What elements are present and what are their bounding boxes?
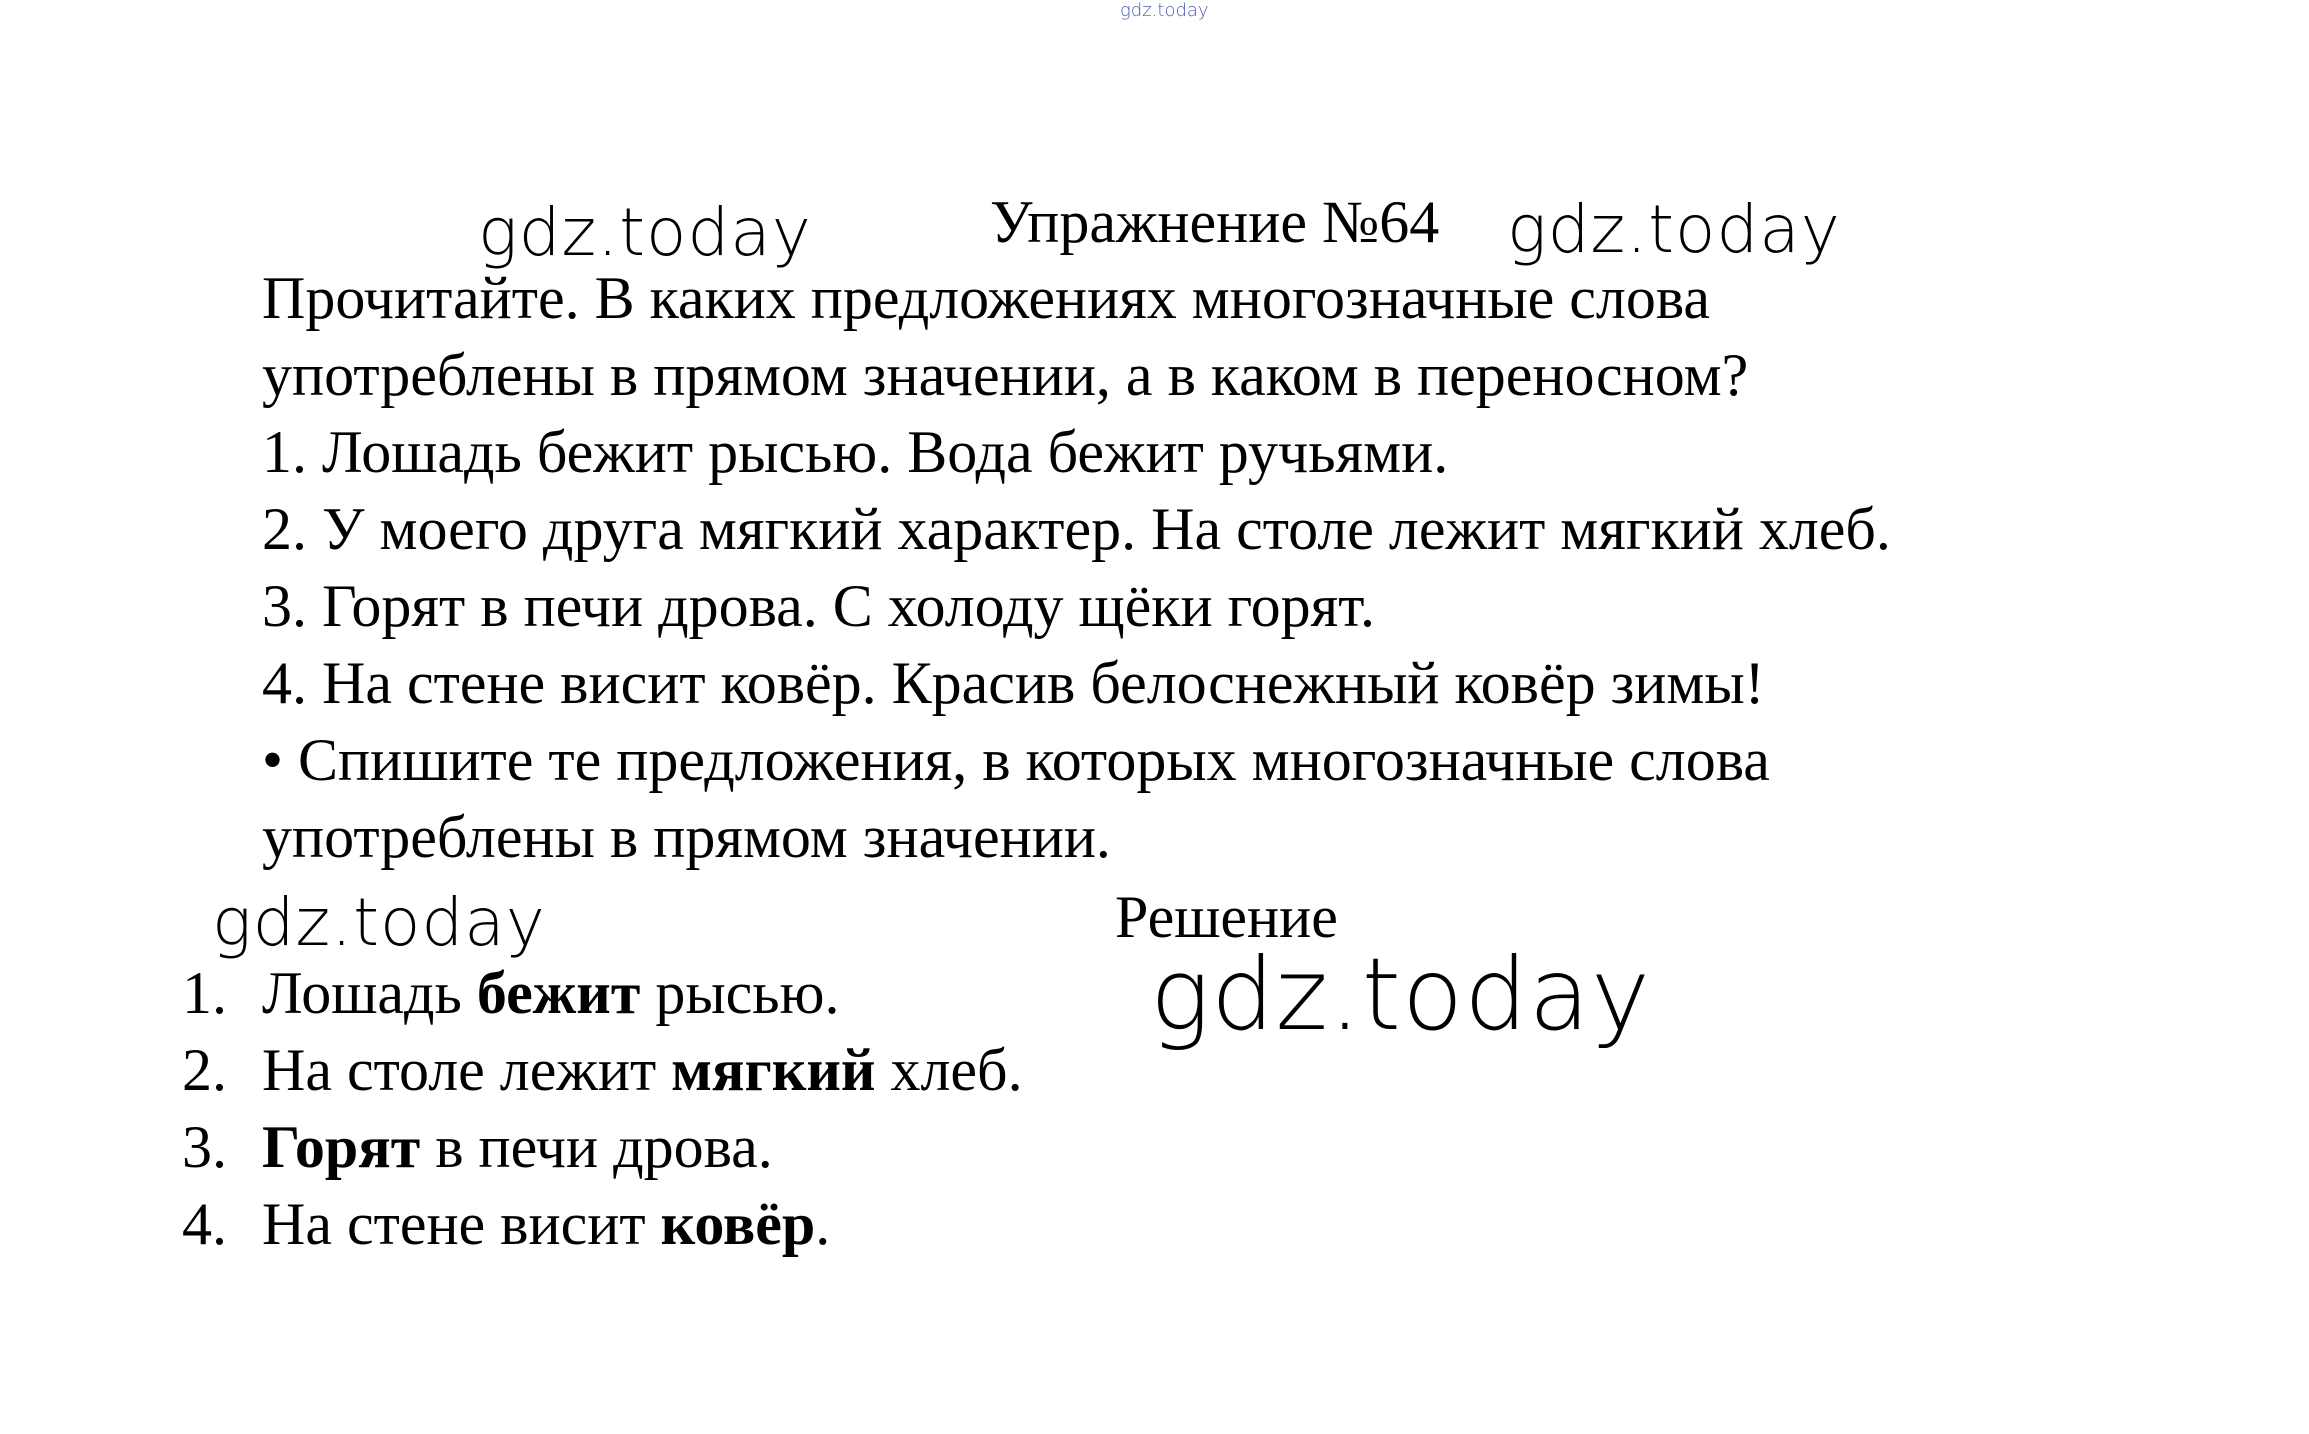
answer-text: На столе лежит — [262, 1037, 672, 1103]
task-text — [262, 260, 2222, 876]
task-line: 3. Горят в печи дрова. С холоду щёки горят. — [262, 573, 1375, 639]
answer-text: хлеб. — [875, 1037, 1023, 1103]
answer-item — [182, 955, 1023, 1032]
answer-item — [182, 1109, 1023, 1186]
answer-item — [182, 1186, 1023, 1263]
task-line: употреблены в прямом значении. — [262, 804, 1111, 870]
task-line: • Спишите те предложения, в которых многозначные слова — [262, 727, 1770, 793]
answer-keyword: бежит — [476, 960, 641, 1026]
solution-title: Решение — [1115, 884, 1338, 950]
answer-item — [182, 1032, 1023, 1109]
task-line: 2. У моего друга мягкий характер. На столе лежит мягкий хлеб. — [262, 496, 1891, 562]
watermark: gdz.today — [1507, 191, 1841, 268]
answer-list — [182, 955, 1023, 1263]
answer-number: 4. — [182, 1191, 227, 1257]
answer-text: рысью. — [640, 960, 840, 1026]
answer-text: в печи дрова. — [420, 1114, 773, 1180]
answer-text: . — [815, 1191, 831, 1257]
answer-number: 3. — [182, 1114, 227, 1180]
answer-keyword: мягкий — [671, 1037, 876, 1103]
watermark-large: gdz.today — [1150, 936, 1652, 1053]
task-line: 1. Лошадь бежит рысью. Вода бежит ручьями. — [262, 419, 1449, 485]
task-line: 4. На стене висит ковёр. Красив белоснежный ковёр зимы! — [262, 650, 1765, 716]
answer-text: На стене висит — [262, 1191, 661, 1257]
watermark: gdz.today — [478, 194, 812, 271]
answer-number: 2. — [182, 1037, 227, 1103]
exercise-title: Упражнение №64 — [990, 189, 1440, 255]
task-line: Прочитайте. В каких предложениях многозначные слова — [262, 265, 1710, 331]
answer-keyword: ковёр — [660, 1191, 816, 1257]
answer-keyword: Горят — [262, 1114, 421, 1180]
task-line: употреблены в прямом значении, а в каком в переносном? — [262, 342, 1749, 408]
answer-number: 1. — [182, 960, 227, 1026]
watermark: gdz.today — [212, 884, 546, 961]
answer-text: Лошадь — [262, 960, 477, 1026]
watermark-top: gdz.today — [1120, 0, 1209, 21]
